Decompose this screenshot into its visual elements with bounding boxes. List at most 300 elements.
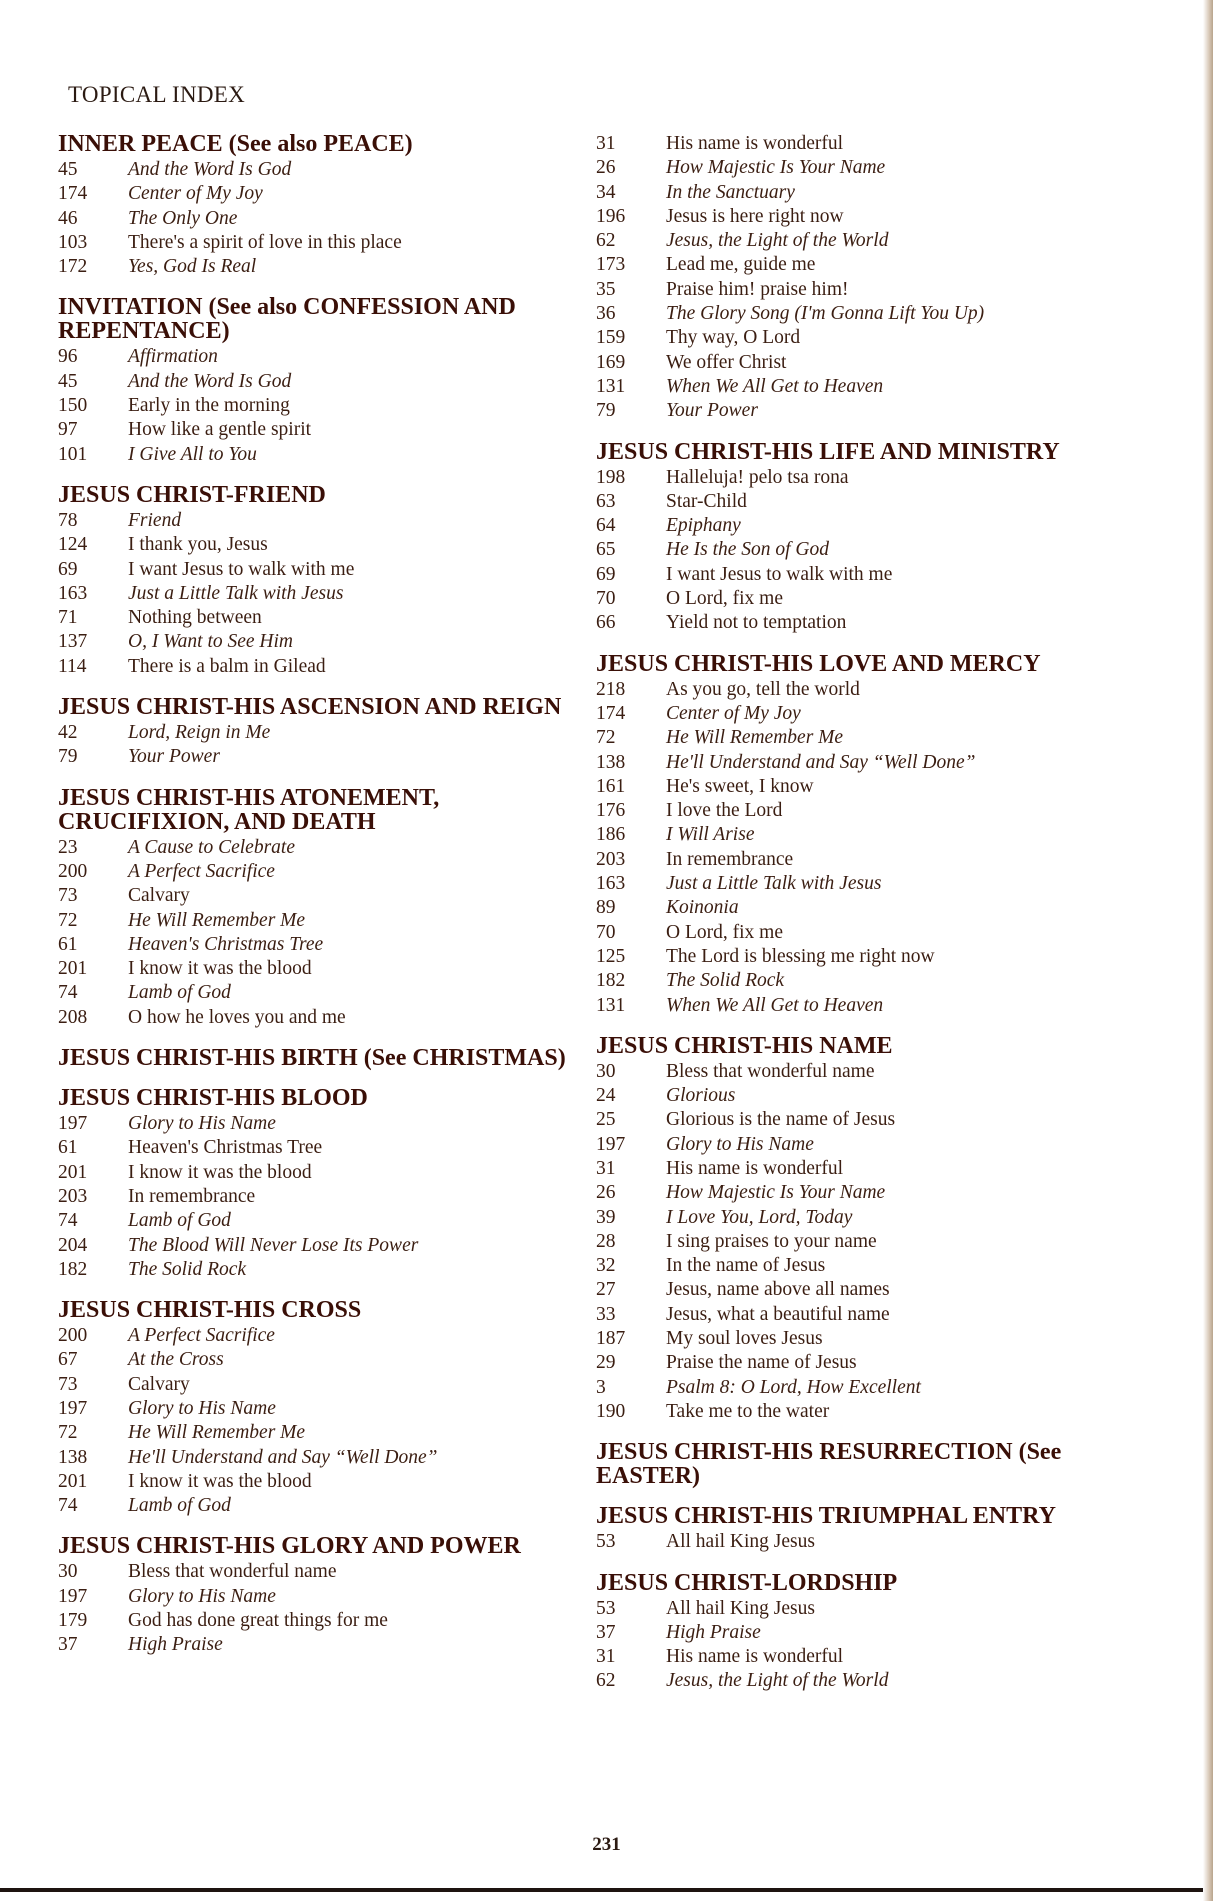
hymn-number: 31 xyxy=(596,1157,616,1179)
index-section xyxy=(58,1086,578,1282)
index-entry xyxy=(58,1421,578,1445)
hymn-number: 89 xyxy=(596,897,616,919)
hymn-title: Friend xyxy=(128,509,182,531)
index-entry xyxy=(58,255,578,279)
hymn-number: 74 xyxy=(58,982,78,1004)
hymn-title: Calvary xyxy=(128,1373,190,1395)
hymn-number: 72 xyxy=(596,727,616,749)
hymn-number: 201 xyxy=(58,958,88,980)
index-entry xyxy=(596,1376,1116,1400)
hymn-title: Just a Little Talk with Jesus xyxy=(128,582,344,604)
hymn-number: 163 xyxy=(596,873,626,895)
hymn-number: 203 xyxy=(596,848,626,870)
index-entry xyxy=(596,1351,1116,1375)
index-entry xyxy=(58,957,578,981)
hymn-title: And the Word Is God xyxy=(128,159,292,180)
index-entry xyxy=(58,1161,578,1185)
index-entry xyxy=(596,896,1116,920)
index-entry xyxy=(58,1633,578,1657)
index-section xyxy=(596,1440,1116,1488)
hymn-number: 78 xyxy=(58,509,78,531)
hymn-number: 66 xyxy=(596,612,616,634)
hymn-number: 36 xyxy=(596,303,616,325)
hymn-title: Glorious is the name of Jesus xyxy=(666,1109,896,1131)
hymn-number: 29 xyxy=(596,1352,616,1374)
hymn-number: 114 xyxy=(58,655,87,677)
index-entry xyxy=(58,394,578,418)
index-entry xyxy=(596,1108,1116,1132)
hymn-title: All hail King Jesus xyxy=(666,1531,815,1553)
hymn-title: When We All Get to Heaven xyxy=(666,994,884,1016)
index-entry xyxy=(58,443,578,467)
index-entry xyxy=(596,1133,1116,1157)
index-entry xyxy=(58,1348,578,1372)
index-entry xyxy=(58,1397,578,1421)
hymn-title: I know it was the blood xyxy=(128,958,312,980)
index-section xyxy=(58,695,578,770)
index-section xyxy=(58,1534,578,1657)
hymn-number: 26 xyxy=(596,1182,616,1204)
hymn-number: 196 xyxy=(596,205,626,227)
index-entry xyxy=(58,558,578,582)
hymn-title: Jesus, the Light of the World xyxy=(666,1670,889,1692)
hymn-title: I sing praises to your name xyxy=(666,1230,877,1252)
index-entry xyxy=(58,606,578,630)
hymn-title: We offer Christ xyxy=(666,351,787,373)
index-section xyxy=(596,1571,1116,1694)
index-entry xyxy=(58,721,578,745)
index-entry xyxy=(596,563,1116,587)
index-entry xyxy=(596,205,1116,229)
hymn-title: I Will Arise xyxy=(666,824,755,846)
hymn-number: 197 xyxy=(596,1133,626,1155)
hymn-title: He's sweet, I know xyxy=(666,775,814,797)
hymn-title: When We All Get to Heaven xyxy=(666,375,884,397)
hymn-number: 73 xyxy=(58,885,78,907)
hymn-title: God has done great things for me xyxy=(128,1610,388,1632)
hymn-number: 197 xyxy=(58,1585,88,1607)
index-entry xyxy=(596,1669,1116,1693)
index-section xyxy=(58,483,578,679)
index-entry xyxy=(58,1470,578,1494)
index-entry xyxy=(596,1645,1116,1669)
hymn-number: 37 xyxy=(596,1621,616,1643)
hymn-number: 45 xyxy=(58,159,78,180)
hymn-title: Praise him! praise him! xyxy=(666,278,849,300)
hymn-title: Heaven's Christmas Tree xyxy=(128,933,324,955)
index-entry xyxy=(596,1327,1116,1351)
hymn-title: O, I Want to See Him xyxy=(128,631,294,653)
index-entry xyxy=(596,799,1116,823)
hymn-title: He Will Remember Me xyxy=(128,909,306,931)
index-section xyxy=(58,786,578,1030)
index-entry xyxy=(596,994,1116,1018)
hymn-title: Lamb of God xyxy=(128,982,231,1004)
hymn-title: The Lord is blessing me right now xyxy=(666,945,935,967)
section-heading: JESUS CHRIST-HIS NAME xyxy=(596,1032,893,1059)
hymn-title: Affirmation xyxy=(128,346,218,368)
hymn-title: High Praise xyxy=(666,1621,761,1643)
section-heading: JESUS CHRIST-HIS GLORY AND POWER xyxy=(58,1533,521,1560)
hymn-number: 74 xyxy=(58,1495,78,1517)
hymn-title: I want Jesus to walk with me xyxy=(128,558,355,580)
hymn-number: 46 xyxy=(58,207,78,229)
hymn-title: Praise the name of Jesus xyxy=(666,1352,857,1374)
index-entry xyxy=(58,655,578,679)
hymn-number: 208 xyxy=(58,1006,88,1028)
hymn-number: 30 xyxy=(596,1060,616,1082)
index-entry xyxy=(58,1209,578,1233)
hymn-number: 32 xyxy=(596,1255,616,1277)
hymn-number: 34 xyxy=(596,181,616,203)
hymn-number: 103 xyxy=(58,231,88,253)
index-entry xyxy=(58,582,578,606)
hymn-title: In the Sanctuary xyxy=(666,181,795,203)
hymn-title: Lead me, guide me xyxy=(666,254,816,276)
index-entry xyxy=(596,1400,1116,1424)
hymn-number: 24 xyxy=(596,1085,616,1107)
index-entry xyxy=(58,418,578,442)
index-entry xyxy=(596,1303,1116,1327)
index-entry xyxy=(58,231,578,255)
index-section xyxy=(58,1298,578,1518)
page-header: TOPICAL INDEX xyxy=(68,82,246,107)
hymn-number: 64 xyxy=(596,515,616,537)
index-entry xyxy=(596,326,1116,350)
index-entry xyxy=(596,1254,1116,1278)
index-section xyxy=(58,295,578,466)
hymn-number: 97 xyxy=(58,419,78,441)
hymn-title: Bless that wonderful name xyxy=(128,1561,337,1583)
index-entry xyxy=(58,158,578,182)
index-entry xyxy=(58,909,578,933)
hymn-title: O Lord, fix me xyxy=(666,921,783,943)
index-entry xyxy=(596,229,1116,253)
index-entry xyxy=(596,278,1116,302)
hymn-number: 201 xyxy=(58,1470,88,1492)
hymn-number: 26 xyxy=(596,157,616,179)
hymn-title: A Perfect Sacrifice xyxy=(128,860,275,882)
index-entry xyxy=(596,969,1116,993)
hymn-number: 62 xyxy=(596,1670,616,1692)
hymn-title: Just a Little Talk with Jesus xyxy=(666,873,882,895)
hymn-title: Your Power xyxy=(666,400,758,422)
hymn-number: 150 xyxy=(58,395,88,417)
index-entry xyxy=(596,1181,1116,1205)
hymn-title: His name is wonderful xyxy=(666,1646,844,1668)
hymn-number: 35 xyxy=(596,278,616,300)
hymn-number: 30 xyxy=(58,1561,78,1583)
hymn-number: 53 xyxy=(596,1597,616,1619)
hymn-title: Glory to His Name xyxy=(128,1585,276,1607)
hymn-title: The Solid Rock xyxy=(666,970,785,992)
hymn-title: His name is wonderful xyxy=(666,1157,844,1179)
index-entry xyxy=(596,538,1116,562)
index-entry xyxy=(596,1530,1116,1554)
hymn-number: 138 xyxy=(58,1446,88,1468)
hymn-title: There's a spirit of love in this place xyxy=(128,231,402,253)
index-entry xyxy=(58,182,578,206)
index-entry xyxy=(58,933,578,957)
hymn-title: How Majestic Is Your Name xyxy=(666,157,886,179)
bottom-rule xyxy=(0,1888,1213,1892)
hymn-title: My soul loves Jesus xyxy=(666,1328,823,1350)
hymn-title: Jesus is here right now xyxy=(666,205,844,227)
hymn-title: Your Power xyxy=(128,746,220,768)
hymn-title: I know it was the blood xyxy=(128,1470,312,1492)
hymn-title: I want Jesus to walk with me xyxy=(666,563,893,585)
section-heading: JESUS CHRIST-HIS TRIUMPHAL ENTRY xyxy=(596,1503,1056,1530)
hymn-title: Epiphany xyxy=(666,515,741,537)
index-entry xyxy=(596,302,1116,326)
index-section xyxy=(58,1046,578,1070)
hymn-number: 61 xyxy=(58,933,78,955)
hymn-title: Nothing between xyxy=(128,607,262,629)
index-entry xyxy=(58,1560,578,1584)
hymn-number: 3 xyxy=(596,1376,606,1398)
hymn-number: 31 xyxy=(596,133,616,154)
index-entry xyxy=(596,375,1116,399)
hymn-title: The Glory Song (I'm Gonna Lift You Up) xyxy=(666,303,985,325)
index-entry xyxy=(596,1230,1116,1254)
hymn-title: Glorious xyxy=(666,1085,736,1107)
index-entry xyxy=(58,1112,578,1136)
hymn-title: Center of My Joy xyxy=(128,183,263,205)
index-entry xyxy=(58,745,578,769)
hymn-title: Halleluja! pelo tsa rona xyxy=(666,466,849,488)
index-entry xyxy=(596,848,1116,872)
index-section xyxy=(596,1034,1116,1424)
hymn-title: Thy way, O Lord xyxy=(666,327,801,349)
hymn-title: Yes, God Is Real xyxy=(128,256,257,278)
hymn-number: 187 xyxy=(596,1328,626,1350)
hymn-number: 197 xyxy=(58,1397,88,1419)
hymn-title: His name is wonderful xyxy=(666,133,844,154)
hymn-title: He Is the Son of God xyxy=(666,539,830,561)
hymn-number: 67 xyxy=(58,1349,78,1371)
hymn-title: Jesus, the Light of the World xyxy=(666,230,889,252)
index-entry xyxy=(596,1278,1116,1302)
hymn-number: 72 xyxy=(58,909,78,931)
hymn-number: 39 xyxy=(596,1206,616,1228)
hymn-title: Heaven's Christmas Tree xyxy=(128,1137,323,1159)
hymn-title: He Will Remember Me xyxy=(128,1422,306,1444)
hymn-number: 124 xyxy=(58,534,88,556)
hymn-title: Take me to the water xyxy=(666,1400,830,1422)
index-entry xyxy=(58,630,578,654)
index-entry xyxy=(58,1609,578,1633)
hymn-title: A Cause to Celebrate xyxy=(128,836,295,858)
hymn-title: I know it was the blood xyxy=(128,1161,312,1183)
hymn-title: He Will Remember Me xyxy=(666,727,844,749)
hymn-number: 53 xyxy=(596,1531,616,1553)
index-entry xyxy=(596,253,1116,277)
hymn-title: I Give All to You xyxy=(128,443,257,465)
index-entry xyxy=(596,702,1116,726)
index-entry xyxy=(596,587,1116,611)
hymn-number: 62 xyxy=(596,230,616,252)
index-entry xyxy=(596,751,1116,775)
section-heading: JESUS CHRIST-HIS RESURRECTION (See EASTER) xyxy=(596,1439,1062,1490)
hymn-number: 182 xyxy=(58,1258,88,1280)
hymn-title: Yield not to temptation xyxy=(666,612,847,634)
hymn-number: 125 xyxy=(596,945,626,967)
index-section xyxy=(596,440,1116,636)
hymn-title: Psalm 8: O Lord, How Excellent xyxy=(666,1376,921,1398)
hymn-number: 137 xyxy=(58,631,88,653)
hymn-number: 182 xyxy=(596,970,626,992)
hymn-number: 161 xyxy=(596,775,626,797)
hymn-number: 27 xyxy=(596,1279,616,1301)
index-entry xyxy=(58,1185,578,1209)
hymn-title: As you go, tell the world xyxy=(666,678,860,700)
hymn-title: Glory to His Name xyxy=(128,1397,276,1419)
hymn-title: A Perfect Sacrifice xyxy=(128,1325,275,1347)
hymn-title: Lamb of God xyxy=(128,1210,231,1232)
hymn-title: O Lord, fix me xyxy=(666,588,783,610)
hymn-number: 31 xyxy=(596,1646,616,1668)
hymn-title: He'll Understand and Say “Well Done” xyxy=(128,1446,438,1468)
hymn-title: He'll Understand and Say “Well Done” xyxy=(666,751,976,773)
hymn-number: 197 xyxy=(58,1113,88,1135)
hymn-title: I Love You, Lord, Today xyxy=(666,1206,853,1228)
index-entry xyxy=(596,1206,1116,1230)
hymn-number: 37 xyxy=(58,1634,78,1656)
index-entry xyxy=(58,981,578,1005)
hymn-number: 42 xyxy=(58,722,78,744)
hymn-title: In the name of Jesus xyxy=(666,1255,826,1277)
section-heading: JESUS CHRIST-LORDSHIP xyxy=(596,1569,898,1596)
index-entry xyxy=(596,156,1116,180)
hymn-number: 74 xyxy=(58,1210,78,1232)
hymn-number: 204 xyxy=(58,1234,88,1256)
index-entry xyxy=(596,726,1116,750)
hymn-number: 70 xyxy=(596,588,616,610)
index-entry xyxy=(596,181,1116,205)
hymn-title: Lamb of God xyxy=(128,1495,231,1517)
hymn-number: 190 xyxy=(596,1400,626,1422)
hymn-number: 159 xyxy=(596,327,626,349)
hymn-number: 25 xyxy=(596,1109,616,1131)
hymn-title: There is a balm in Gilead xyxy=(128,655,326,677)
hymn-number: 131 xyxy=(596,994,626,1016)
page-edge-shadow xyxy=(1203,0,1213,1901)
index-entry xyxy=(596,466,1116,490)
index-entry xyxy=(596,945,1116,969)
hymn-title: Early in the morning xyxy=(128,395,290,417)
hymn-number: 131 xyxy=(596,375,626,397)
hymn-number: 198 xyxy=(596,466,626,488)
hymn-number: 200 xyxy=(58,860,88,882)
index-entry xyxy=(596,132,1116,156)
hymn-number: 23 xyxy=(58,836,78,858)
index-entry xyxy=(596,1597,1116,1621)
index-entry xyxy=(596,1084,1116,1108)
hymn-number: 65 xyxy=(596,539,616,561)
hymn-number: 176 xyxy=(596,800,626,822)
hymn-title: I thank you, Jesus xyxy=(128,534,268,556)
index-entry xyxy=(58,1585,578,1609)
hymn-title: Jesus, name above all names xyxy=(666,1279,890,1301)
hymn-number: 79 xyxy=(58,746,78,768)
hymn-title: Bless that wonderful name xyxy=(666,1060,875,1082)
hymn-title: Glory to His Name xyxy=(128,1113,276,1135)
section-heading: JESUS CHRIST-HIS BIRTH (See CHRISTMAS) xyxy=(58,1045,566,1072)
hymn-title: The Blood Will Never Lose Its Power xyxy=(128,1234,419,1256)
hymn-title: At the Cross xyxy=(128,1349,224,1371)
index-entry xyxy=(596,775,1116,799)
hymn-number: 173 xyxy=(596,254,626,276)
hymn-title: In remembrance xyxy=(666,848,794,870)
section-heading: JESUS CHRIST-HIS BLOOD xyxy=(58,1085,368,1112)
index-entry xyxy=(58,509,578,533)
hymn-title: In remembrance xyxy=(128,1185,256,1207)
hymn-number: 79 xyxy=(596,400,616,422)
hymn-number: 174 xyxy=(596,702,626,724)
hymn-title: O how he loves you and me xyxy=(128,1006,346,1028)
hymn-number: 45 xyxy=(58,370,78,392)
hymn-title: Koinonia xyxy=(666,897,739,919)
index-entry xyxy=(58,1006,578,1030)
hymn-number: 138 xyxy=(596,751,626,773)
hymn-title: I love the Lord xyxy=(666,800,783,822)
hymn-title: Jesus, what a beautiful name xyxy=(666,1303,890,1325)
hymn-number: 33 xyxy=(596,1303,616,1325)
hymn-title: How Majestic Is Your Name xyxy=(666,1182,886,1204)
index-entry xyxy=(58,1446,578,1470)
section-heading: JESUS CHRIST-HIS CROSS xyxy=(58,1297,362,1324)
hymn-number: 174 xyxy=(58,183,88,205)
hymn-number: 172 xyxy=(58,256,88,278)
hymn-number: 28 xyxy=(596,1230,616,1252)
index-entry xyxy=(596,1621,1116,1645)
index-entry xyxy=(596,921,1116,945)
index-entry xyxy=(58,533,578,557)
hymn-number: 72 xyxy=(58,1422,78,1444)
index-entry xyxy=(596,399,1116,423)
index-entry xyxy=(58,884,578,908)
hymn-title: Glory to His Name xyxy=(666,1133,814,1155)
hymn-title: The Only One xyxy=(128,207,238,229)
hymn-number: 186 xyxy=(596,824,626,846)
page-number: 231 xyxy=(592,1834,621,1855)
hymn-number: 69 xyxy=(596,563,616,585)
section-heading: JESUS CHRIST-HIS ASCENSION AND REIGN xyxy=(58,694,562,721)
index-section xyxy=(596,132,1116,424)
left-column xyxy=(58,132,578,1674)
index-entry xyxy=(596,823,1116,847)
hymn-number: 179 xyxy=(58,1610,88,1632)
hymn-title: Center of My Joy xyxy=(666,702,801,724)
hymn-number: 163 xyxy=(58,582,88,604)
section-heading: JESUS CHRIST-FRIEND xyxy=(58,481,326,508)
index-entry xyxy=(58,1234,578,1258)
hymn-number: 201 xyxy=(58,1161,88,1183)
index-entry xyxy=(596,611,1116,635)
index-section xyxy=(58,132,578,279)
hymn-title: High Praise xyxy=(128,1634,223,1656)
index-entry xyxy=(596,351,1116,375)
index-entry xyxy=(58,836,578,860)
hymn-number: 73 xyxy=(58,1373,78,1395)
hymn-number: 69 xyxy=(58,558,78,580)
index-entry xyxy=(596,1060,1116,1084)
section-heading: INNER PEACE (See also PEACE) xyxy=(58,131,413,157)
hymn-title: And the Word Is God xyxy=(128,370,292,392)
hymn-title: The Solid Rock xyxy=(128,1258,247,1280)
hymn-title: Calvary xyxy=(128,885,190,907)
index-entry xyxy=(58,370,578,394)
